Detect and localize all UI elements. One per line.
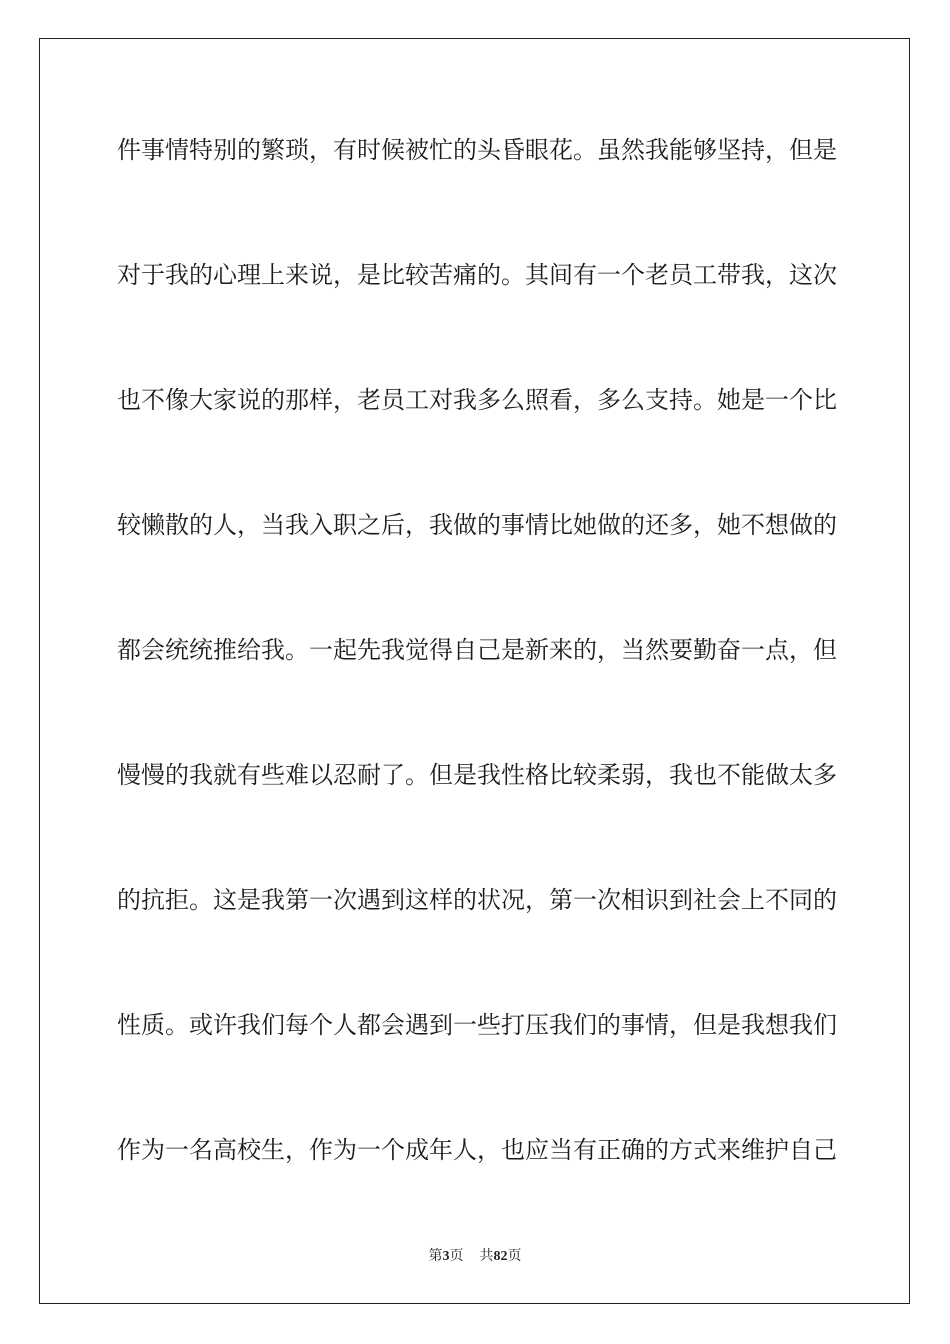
page-prefix: 第: [428, 1248, 443, 1264]
text-line-7: 的抗拒。这是我第一次遇到这样的状况，第一次相识到社会上不同的: [117, 886, 837, 914]
text-line-9: 作为一名高校生，作为一个成年人，也应当有正确的方式来维护自己: [117, 1136, 837, 1164]
page-number: 3: [442, 1249, 450, 1264]
text-line-1: 件事情特别的繁琐，有时候被忙的头昏眼花。虽然我能够坚持，但是: [117, 136, 837, 164]
text-line-4: 较懒散的人，当我入职之后，我做的事情比她做的还多，她不想做的: [117, 511, 837, 539]
document-body: [117, 128, 837, 1253]
text-line-2: 对于我的心理上来说，是比较苦痛的。其间有一个老员工带我，这次: [117, 261, 837, 289]
page-footer: [0, 1245, 950, 1265]
text-line-3: 也不像大家说的那样，老员工对我多么照看，多么支持。她是一个比: [117, 386, 837, 414]
total-pages: 82: [493, 1249, 508, 1264]
text-line-6: 慢慢的我就有些难以忍耐了。但是我性格比较柔弱，我也不能做太多: [117, 761, 837, 789]
total-prefix: 共: [479, 1248, 494, 1264]
text-line-8: 性质。或许我们每个人都会遇到一些打压我们的事情，但是我想我们: [117, 1011, 837, 1039]
total-suffix: 页: [507, 1248, 522, 1264]
text-line-5: 都会统统推给我。一起先我觉得自己是新来的，当然要勤奋一点，但: [117, 636, 837, 664]
page-suffix: 页: [449, 1248, 464, 1264]
